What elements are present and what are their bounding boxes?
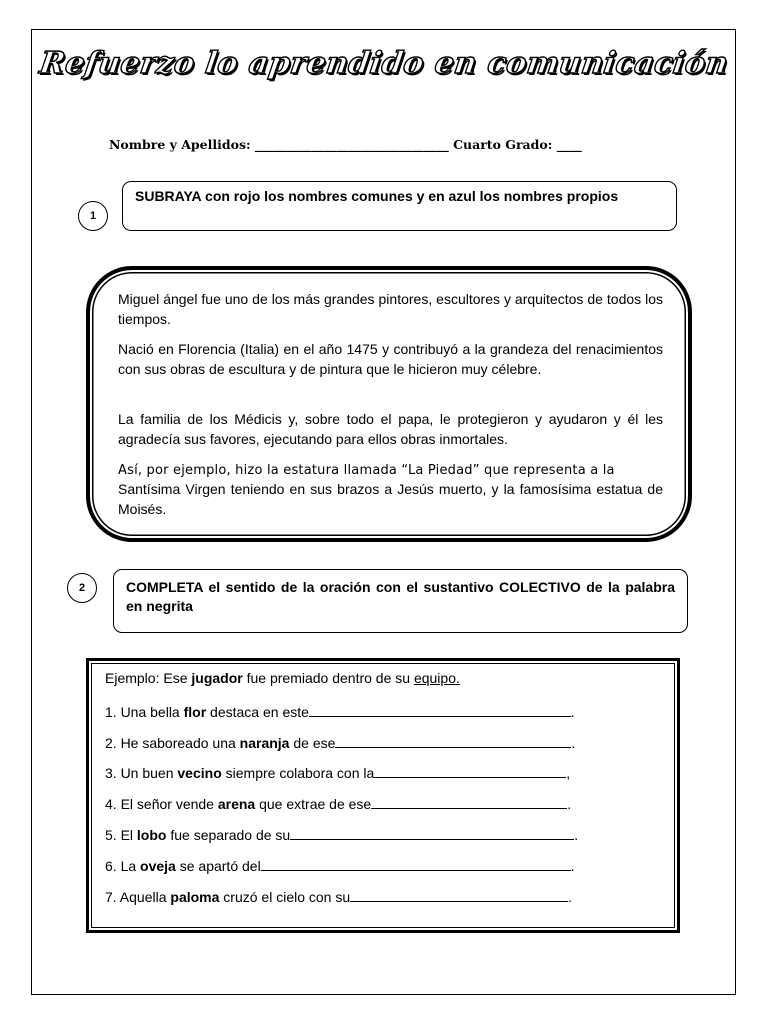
- answer-blank-6[interactable]: [261, 858, 571, 871]
- exercise-item-2: 2. He saboreado una naranja de ese .: [105, 735, 576, 751]
- instruction-box-1: [122, 181, 677, 231]
- section-number-1: 1: [78, 201, 108, 231]
- answer-blank-7[interactable]: [350, 889, 568, 902]
- name-field[interactable]: _______________________________: [254, 137, 449, 152]
- instruction-text-2: COMPLETA el sentido de la oración con el sustantivo COLECTIVO de la palabra en negrita: [126, 579, 675, 614]
- answer-blank-5[interactable]: [290, 827, 574, 840]
- exercise-item-5: 5. El lobo fue separado de su .: [105, 827, 579, 843]
- instruction-box-2: [113, 569, 688, 633]
- exercise-item-4: 4. El señor vende arena que extrae de ese .: [105, 796, 572, 812]
- example-line: Ejemplo: Ese jugador fue premiado dentro de su equipo.: [105, 670, 460, 686]
- exercise-box: [86, 658, 680, 933]
- passage-paragraph-4b: Santísima Virgen teniendo en sus brazos a Jesús muerto, y la famosísima estatua de Moisés.: [118, 481, 663, 517]
- example-bold-word: jugador: [191, 670, 243, 686]
- passage-paragraph-2: Nació en Florencia (Italia) en el año 1475 y contribuyó a la grandeza del renacimientos con sus obras de escultura y de pintura que le hicieron muy célebre.: [118, 341, 663, 377]
- worksheet-title: Refuerzo lo aprendido en comunicación: [37, 46, 731, 81]
- answer-blank-1[interactable]: [309, 704, 571, 717]
- grade-label: Cuarto Grado:: [453, 137, 553, 152]
- grade-field[interactable]: ____: [556, 137, 582, 152]
- exercise-item-7: 7. Aquella paloma cruzó el cielo con su .: [105, 889, 573, 905]
- answer-blank-2[interactable]: [335, 735, 571, 748]
- instruction-text-1: SUBRAYA con rojo los nombres comunes y en azul los nombres propios: [135, 188, 619, 204]
- example-answer: equipo.: [413, 670, 460, 686]
- exercise-item-3: 3. Un buen vecino siempre colabora con la ,: [105, 765, 571, 781]
- student-info-row: [109, 137, 582, 152]
- passage-paragraph-1: Miguel ángel fue uno de los más grandes pintores, escultores y arquitectos de todos los tiempos.: [118, 291, 663, 327]
- exercise-item-1: 1. Una bella flor destaca en este .: [105, 704, 575, 720]
- name-label: Nombre y Apellidos:: [109, 137, 251, 152]
- answer-blank-4[interactable]: [371, 796, 567, 809]
- section-number-2: 2: [67, 573, 97, 603]
- passage-paragraph-4a: Así, por ejemplo, hizo la estatura llamada “La Piedad” que representa a la: [118, 463, 615, 478]
- answer-blank-3[interactable]: [374, 765, 566, 778]
- exercise-item-6: 6. La oveja se apartó del .: [105, 858, 575, 874]
- passage-paragraph-3: La familia de los Médicis y, sobre todo el papa, le protegieron y ayudaron y él les agradecía sus favores, ejecutando para ellos obras inmortales.: [118, 411, 663, 447]
- reading-passage-box: [86, 266, 692, 542]
